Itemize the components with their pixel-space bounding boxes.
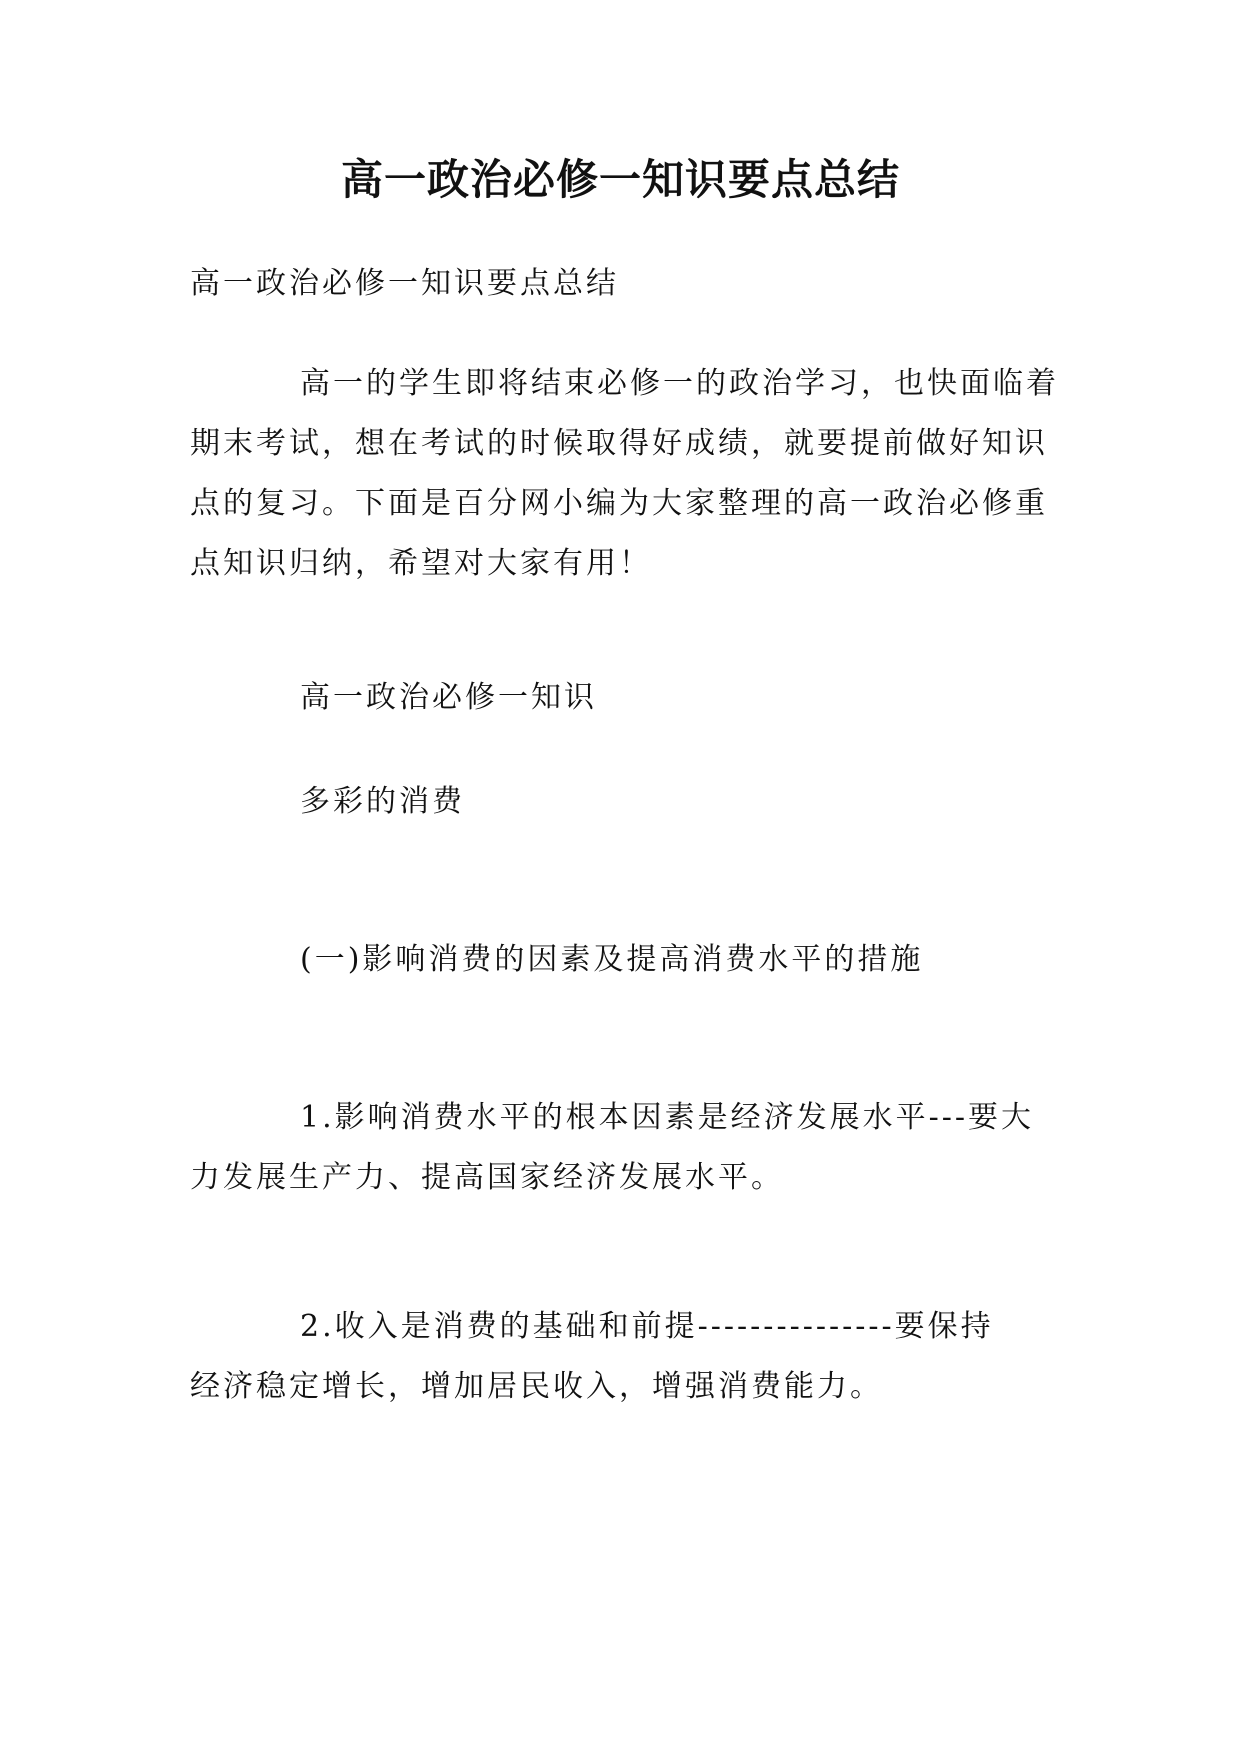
point-2-paragraph	[190, 1297, 1056, 1417]
document-subtitle: 高一政治必修一知识要点总结	[190, 266, 619, 301]
subsection-heading: (一)影响消费的因素及提高消费水平的措施	[300, 942, 924, 977]
point-2-line: 经济稳定增长，增加居民收入，增强消费能力。	[190, 1369, 883, 1404]
point-1-paragraph	[190, 1088, 1056, 1208]
intro-line: 点知识归纳，希望对大家有用！	[190, 546, 652, 581]
intro-line: 点的复习。下面是百分网小编为大家整理的高一政治必修重	[190, 486, 1048, 521]
point-1-line: 1.影响消费水平的根本因素是经济发展水平---要大	[300, 1100, 1035, 1135]
point-1-line: 力发展生产力、提高国家经济发展水平。	[190, 1160, 784, 1195]
point-2-line: 2.收入是消费的基础和前提---------------要保持	[300, 1309, 994, 1344]
topic-heading: 多彩的消费	[300, 784, 465, 819]
document-title: 高一政治必修一知识要点总结	[340, 155, 900, 204]
intro-line: 高一的学生即将结束必修一的政治学习，也快面临着	[300, 366, 1059, 401]
intro-paragraph	[190, 354, 1059, 594]
intro-line: 期末考试，想在考试的时候取得好成绩，就要提前做好知识	[190, 426, 1048, 461]
section-heading: 高一政治必修一知识	[300, 680, 597, 715]
